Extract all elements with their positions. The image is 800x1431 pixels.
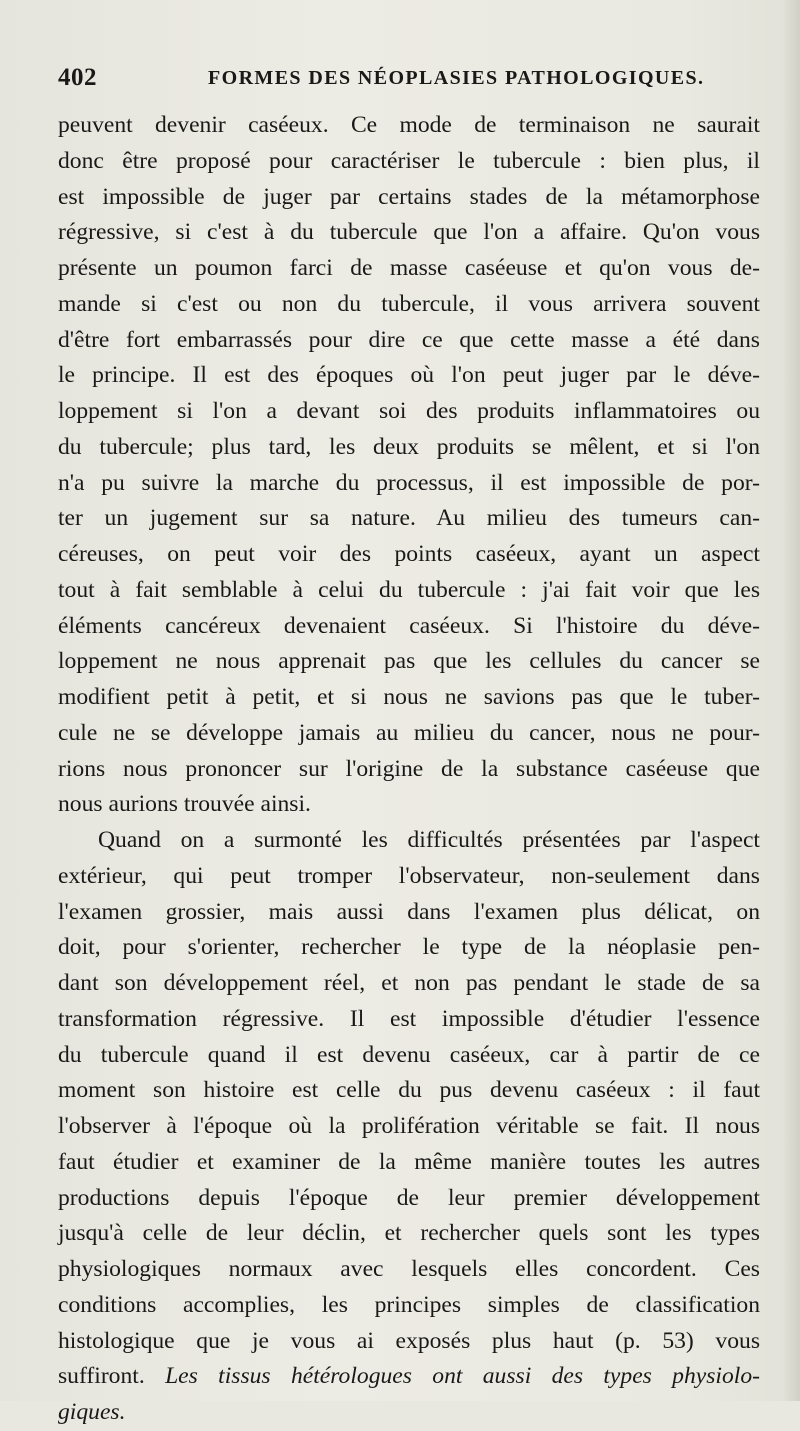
text-line: ter un jugement sur sa nature. Au milieu des tumeurs can- (58, 505, 760, 532)
text-line: éléments cancéreux devenaient caséeux. Si l'histoire du déve- (58, 612, 760, 639)
text-line: est impossible de juger par certains stades de la métamorphose (58, 183, 760, 210)
text-line: doit, pour s'orienter, rechercher le type de la néoplasie pen- (58, 934, 760, 961)
text-line: du tubercule quand il est devenu caséeux, car à partir de ce (58, 1041, 760, 1068)
text-line: Quand on a surmonté les difficultés présentées par l'aspect (98, 827, 760, 853)
text-line: faut étudier et examiner de la même manière toutes les autres (58, 1148, 760, 1175)
text-line: d'être fort embarrassés pour dire ce que cette masse a été dans (58, 326, 760, 353)
running-title: FORMES DES NÉOPLASIES PATHOLOGIQUES. (208, 67, 705, 89)
page-number: 402 (58, 64, 97, 91)
text-line: donc être proposé pour caractériser le tubercule : bien plus, il (58, 147, 760, 174)
text-line: modifient petit à petit, et si nous ne savions pas que le tuber- (58, 684, 760, 710)
text-line: rions nous prononcer sur l'origine de la substance caséeuse que (58, 755, 760, 782)
text-line: physiologiques normaux avec lesquels elles concordent. Ces (58, 1256, 760, 1282)
text-line: loppement si l'on a devant soi des produits inflammatoires ou (58, 398, 760, 424)
text-line: productions depuis l'époque de leur premier développement (58, 1184, 760, 1211)
text-line: le principe. Il est des époques où l'on peut juger par le déve- (58, 362, 760, 389)
text-line: jusqu'à celle de leur déclin, et rechercher quels sont les types (58, 1220, 760, 1247)
text-line: du tubercule; plus tard, les deux produits se mêlent, et si l'on (58, 433, 760, 460)
text-line: céreuses, on peut voir des points caséeux, ayant un aspect (58, 541, 760, 567)
text-line: nous aurions trouvée ainsi. (58, 791, 311, 818)
page-edge-shadow (782, 0, 800, 1401)
text-line: présente un poumon farci de masse caséeuse et qu'on vous de- (58, 255, 760, 281)
text-line: dant son développement réel, et non pas pendant le stade de sa (58, 970, 760, 996)
text-line: régressive, si c'est à du tubercule que l'on a affaire. Qu'on vous (58, 219, 760, 246)
text-line: conditions accomplies, les principes simples de classification (58, 1291, 760, 1318)
text-line: histologique que je vous ai exposés plus haut (p. 53) vous (58, 1327, 760, 1354)
text-line (58, 1359, 760, 1395)
text-line: loppement ne nous apprenait pas que les cellules du cancer se (58, 648, 760, 675)
text-line: tout à fait semblable à celui du tubercule : j'ai fait voir que les (58, 576, 760, 603)
text-line: giques. (58, 1399, 126, 1425)
text-line: n'a pu suivre la marche du processus, il est impossible de por- (58, 469, 760, 496)
italic-sentence: Les tissus hétérologues ont aussi des types physiolo- (165, 1363, 760, 1390)
body-text (58, 108, 760, 1431)
text-line: extérieur, qui peut tromper l'observateur, non-seulement dans (58, 862, 760, 889)
text-line: cule ne se développe jamais au milieu du cancer, nous ne pour- (58, 719, 760, 746)
text-line: moment son histoire est celle du pus devenu caséeux : il faut (58, 1077, 760, 1104)
running-header (58, 64, 758, 94)
text-line: transformation régressive. Il est impossible d'étudier l'essence (58, 1005, 760, 1032)
text-line: mande si c'est ou non du tubercule, il vous arrivera souvent (58, 290, 760, 317)
text-line: peuvent devenir caséeux. Ce mode de terminaison ne saurait (58, 112, 760, 138)
text-run: suffiront. (58, 1363, 145, 1390)
text-line: l'examen grossier, mais aussi dans l'examen plus délicat, on (58, 898, 760, 925)
text-line: l'observer à l'époque où la prolifération véritable se fait. Il nous (58, 1113, 760, 1139)
